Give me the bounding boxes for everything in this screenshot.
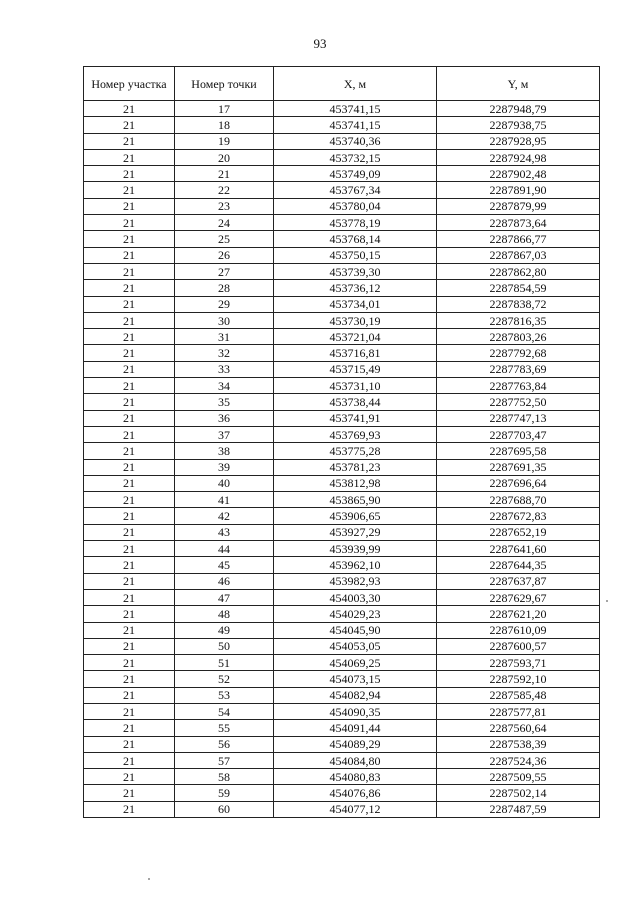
cell-point-number: 49 — [175, 622, 274, 638]
scan-speck — [148, 878, 150, 880]
table-row — [84, 655, 600, 671]
cell-plot-number: 21 — [84, 475, 175, 491]
cell-y-coordinate: 2287592,10 — [437, 671, 600, 687]
cell-x-coordinate: 453739,30 — [274, 263, 437, 279]
table-row — [84, 361, 600, 377]
table-row — [84, 541, 600, 557]
cell-y-coordinate: 2287902,48 — [437, 166, 600, 182]
cell-plot-number: 21 — [84, 443, 175, 459]
cell-x-coordinate: 453767,34 — [274, 182, 437, 198]
table-row — [84, 247, 600, 263]
cell-y-coordinate: 2287928,95 — [437, 133, 600, 149]
cell-y-coordinate: 2287873,64 — [437, 215, 600, 231]
cell-plot-number: 21 — [84, 149, 175, 165]
table-row — [84, 312, 600, 328]
cell-plot-number: 21 — [84, 182, 175, 198]
cell-plot-number: 21 — [84, 606, 175, 622]
table-row — [84, 101, 600, 117]
cell-x-coordinate: 453732,15 — [274, 149, 437, 165]
cell-x-coordinate: 453741,15 — [274, 101, 437, 117]
cell-plot-number: 21 — [84, 133, 175, 149]
cell-y-coordinate: 2287610,09 — [437, 622, 600, 638]
cell-plot-number: 21 — [84, 720, 175, 736]
cell-x-coordinate: 453731,10 — [274, 378, 437, 394]
cell-point-number: 37 — [175, 426, 274, 442]
cell-y-coordinate: 2287703,47 — [437, 426, 600, 442]
cell-point-number: 47 — [175, 589, 274, 605]
table-row — [84, 687, 600, 703]
cell-plot-number: 21 — [84, 329, 175, 345]
cell-y-coordinate: 2287696,64 — [437, 475, 600, 491]
cell-plot-number: 21 — [84, 166, 175, 182]
cell-x-coordinate: 454077,12 — [274, 801, 437, 817]
table-header-row — [84, 67, 600, 101]
header-point-number: Номер точки — [175, 67, 274, 101]
cell-x-coordinate: 453865,90 — [274, 492, 437, 508]
cell-x-coordinate: 453780,04 — [274, 198, 437, 214]
table-row — [84, 736, 600, 752]
cell-point-number: 35 — [175, 394, 274, 410]
cell-plot-number: 21 — [84, 280, 175, 296]
cell-y-coordinate: 2287644,35 — [437, 557, 600, 573]
cell-x-coordinate: 454073,15 — [274, 671, 437, 687]
cell-x-coordinate: 453778,19 — [274, 215, 437, 231]
table-row — [84, 394, 600, 410]
table-body — [84, 101, 600, 818]
table-row — [84, 769, 600, 785]
cell-plot-number: 21 — [84, 361, 175, 377]
cell-x-coordinate: 453738,44 — [274, 394, 437, 410]
cell-point-number: 27 — [175, 263, 274, 279]
page-number: 93 — [313, 36, 327, 51]
cell-y-coordinate: 2287891,90 — [437, 182, 600, 198]
cell-y-coordinate: 2287866,77 — [437, 231, 600, 247]
table-row — [84, 589, 600, 605]
cell-x-coordinate: 454080,83 — [274, 769, 437, 785]
cell-plot-number: 21 — [84, 459, 175, 475]
cell-x-coordinate: 453716,81 — [274, 345, 437, 361]
cell-point-number: 29 — [175, 296, 274, 312]
cell-point-number: 53 — [175, 687, 274, 703]
cell-point-number: 28 — [175, 280, 274, 296]
cell-plot-number: 21 — [84, 736, 175, 752]
table-row — [84, 231, 600, 247]
cell-point-number: 20 — [175, 149, 274, 165]
cell-point-number: 57 — [175, 752, 274, 768]
cell-y-coordinate: 2287487,59 — [437, 801, 600, 817]
cell-x-coordinate: 453769,93 — [274, 426, 437, 442]
cell-plot-number: 21 — [84, 622, 175, 638]
table-row — [84, 638, 600, 654]
cell-x-coordinate: 453775,28 — [274, 443, 437, 459]
cell-x-coordinate: 453906,65 — [274, 508, 437, 524]
cell-y-coordinate: 2287938,75 — [437, 117, 600, 133]
table-row — [84, 606, 600, 622]
cell-y-coordinate: 2287879,99 — [437, 198, 600, 214]
cell-y-coordinate: 2287524,36 — [437, 752, 600, 768]
table-row — [84, 426, 600, 442]
cell-y-coordinate: 2287629,67 — [437, 589, 600, 605]
cell-plot-number: 21 — [84, 785, 175, 801]
cell-y-coordinate: 2287752,50 — [437, 394, 600, 410]
cell-y-coordinate: 2287509,55 — [437, 769, 600, 785]
table-row — [84, 703, 600, 719]
cell-y-coordinate: 2287560,64 — [437, 720, 600, 736]
table-row — [84, 671, 600, 687]
cell-x-coordinate: 454089,29 — [274, 736, 437, 752]
cell-x-coordinate: 454082,94 — [274, 687, 437, 703]
table-row — [84, 378, 600, 394]
table-row — [84, 524, 600, 540]
cell-point-number: 42 — [175, 508, 274, 524]
cell-x-coordinate: 454003,30 — [274, 589, 437, 605]
cell-y-coordinate: 2287747,13 — [437, 410, 600, 426]
cell-y-coordinate: 2287538,39 — [437, 736, 600, 752]
cell-plot-number: 21 — [84, 492, 175, 508]
cell-point-number: 59 — [175, 785, 274, 801]
cell-x-coordinate: 453749,09 — [274, 166, 437, 182]
cell-point-number: 23 — [175, 198, 274, 214]
scan-speck — [606, 600, 608, 602]
table-row — [84, 296, 600, 312]
header-x-coordinate: X, м — [274, 67, 437, 101]
cell-x-coordinate: 454053,05 — [274, 638, 437, 654]
cell-y-coordinate: 2287816,35 — [437, 312, 600, 328]
cell-point-number: 32 — [175, 345, 274, 361]
cell-point-number: 50 — [175, 638, 274, 654]
cell-plot-number: 21 — [84, 589, 175, 605]
cell-point-number: 21 — [175, 166, 274, 182]
cell-plot-number: 21 — [84, 752, 175, 768]
table-row — [84, 166, 600, 182]
cell-plot-number: 21 — [84, 215, 175, 231]
cell-plot-number: 21 — [84, 769, 175, 785]
table-row — [84, 149, 600, 165]
table-row — [84, 622, 600, 638]
cell-point-number: 26 — [175, 247, 274, 263]
cell-y-coordinate: 2287867,03 — [437, 247, 600, 263]
table-row — [84, 752, 600, 768]
table-row — [84, 801, 600, 817]
cell-y-coordinate: 2287652,19 — [437, 524, 600, 540]
cell-x-coordinate: 454076,86 — [274, 785, 437, 801]
cell-point-number: 38 — [175, 443, 274, 459]
cell-x-coordinate: 453740,36 — [274, 133, 437, 149]
table-row — [84, 557, 600, 573]
cell-plot-number: 21 — [84, 426, 175, 442]
cell-x-coordinate: 454045,90 — [274, 622, 437, 638]
cell-y-coordinate: 2287637,87 — [437, 573, 600, 589]
cell-x-coordinate: 453962,10 — [274, 557, 437, 573]
cell-point-number: 43 — [175, 524, 274, 540]
cell-point-number: 33 — [175, 361, 274, 377]
cell-point-number: 48 — [175, 606, 274, 622]
cell-plot-number: 21 — [84, 687, 175, 703]
cell-plot-number: 21 — [84, 508, 175, 524]
cell-plot-number: 21 — [84, 524, 175, 540]
table-row — [84, 345, 600, 361]
cell-y-coordinate: 2287621,20 — [437, 606, 600, 622]
cell-point-number: 30 — [175, 312, 274, 328]
table-row — [84, 785, 600, 801]
cell-point-number: 44 — [175, 541, 274, 557]
cell-point-number: 24 — [175, 215, 274, 231]
cell-point-number: 40 — [175, 475, 274, 491]
cell-y-coordinate: 2287577,81 — [437, 703, 600, 719]
cell-x-coordinate: 454091,44 — [274, 720, 437, 736]
cell-point-number: 46 — [175, 573, 274, 589]
table-row — [84, 720, 600, 736]
cell-point-number: 39 — [175, 459, 274, 475]
cell-y-coordinate: 2287783,69 — [437, 361, 600, 377]
table-row — [84, 117, 600, 133]
cell-point-number: 41 — [175, 492, 274, 508]
table-row — [84, 182, 600, 198]
cell-plot-number: 21 — [84, 101, 175, 117]
cell-point-number: 52 — [175, 671, 274, 687]
cell-point-number: 31 — [175, 329, 274, 345]
table-row — [84, 508, 600, 524]
cell-plot-number: 21 — [84, 247, 175, 263]
cell-y-coordinate: 2287600,57 — [437, 638, 600, 654]
cell-y-coordinate: 2287792,68 — [437, 345, 600, 361]
cell-point-number: 25 — [175, 231, 274, 247]
cell-plot-number: 21 — [84, 703, 175, 719]
cell-x-coordinate: 453812,98 — [274, 475, 437, 491]
cell-x-coordinate: 453781,23 — [274, 459, 437, 475]
table-row — [84, 459, 600, 475]
cell-x-coordinate: 453939,99 — [274, 541, 437, 557]
cell-point-number: 58 — [175, 769, 274, 785]
cell-x-coordinate: 453741,91 — [274, 410, 437, 426]
cell-plot-number: 21 — [84, 312, 175, 328]
cell-plot-number: 21 — [84, 345, 175, 361]
cell-plot-number: 21 — [84, 638, 175, 654]
table-row — [84, 492, 600, 508]
cell-y-coordinate: 2287593,71 — [437, 655, 600, 671]
header-plot-number: Номер участка — [84, 67, 175, 101]
cell-point-number: 17 — [175, 101, 274, 117]
table-row — [84, 263, 600, 279]
cell-y-coordinate: 2287924,98 — [437, 149, 600, 165]
table-row — [84, 133, 600, 149]
cell-point-number: 54 — [175, 703, 274, 719]
cell-point-number: 34 — [175, 378, 274, 394]
table-row — [84, 329, 600, 345]
cell-x-coordinate: 453927,29 — [274, 524, 437, 540]
cell-x-coordinate: 453734,01 — [274, 296, 437, 312]
cell-plot-number: 21 — [84, 410, 175, 426]
cell-x-coordinate: 453721,04 — [274, 329, 437, 345]
table-row — [84, 410, 600, 426]
cell-y-coordinate: 2287585,48 — [437, 687, 600, 703]
cell-point-number: 51 — [175, 655, 274, 671]
cell-x-coordinate: 454069,25 — [274, 655, 437, 671]
cell-plot-number: 21 — [84, 198, 175, 214]
coordinates-table — [83, 66, 600, 818]
cell-x-coordinate: 453736,12 — [274, 280, 437, 296]
cell-y-coordinate: 2287948,79 — [437, 101, 600, 117]
table-row — [84, 198, 600, 214]
cell-plot-number: 21 — [84, 117, 175, 133]
cell-x-coordinate: 454090,35 — [274, 703, 437, 719]
cell-x-coordinate: 453715,49 — [274, 361, 437, 377]
cell-point-number: 45 — [175, 557, 274, 573]
cell-plot-number: 21 — [84, 557, 175, 573]
header-y-coordinate: Y, м — [437, 67, 600, 101]
cell-x-coordinate: 453741,15 — [274, 117, 437, 133]
cell-y-coordinate: 2287641,60 — [437, 541, 600, 557]
cell-plot-number: 21 — [84, 655, 175, 671]
cell-plot-number: 21 — [84, 573, 175, 589]
cell-y-coordinate: 2287854,59 — [437, 280, 600, 296]
cell-point-number: 19 — [175, 133, 274, 149]
cell-y-coordinate: 2287838,72 — [437, 296, 600, 312]
table-row — [84, 573, 600, 589]
cell-point-number: 55 — [175, 720, 274, 736]
cell-y-coordinate: 2287763,84 — [437, 378, 600, 394]
cell-point-number: 36 — [175, 410, 274, 426]
cell-plot-number: 21 — [84, 671, 175, 687]
cell-point-number: 60 — [175, 801, 274, 817]
cell-plot-number: 21 — [84, 296, 175, 312]
cell-plot-number: 21 — [84, 801, 175, 817]
cell-x-coordinate: 453730,19 — [274, 312, 437, 328]
cell-plot-number: 21 — [84, 231, 175, 247]
cell-plot-number: 21 — [84, 263, 175, 279]
table-row — [84, 280, 600, 296]
cell-y-coordinate: 2287688,70 — [437, 492, 600, 508]
cell-x-coordinate: 453768,14 — [274, 231, 437, 247]
cell-y-coordinate: 2287862,80 — [437, 263, 600, 279]
table-row — [84, 475, 600, 491]
cell-y-coordinate: 2287695,58 — [437, 443, 600, 459]
cell-y-coordinate: 2287502,14 — [437, 785, 600, 801]
cell-x-coordinate: 454029,23 — [274, 606, 437, 622]
cell-plot-number: 21 — [84, 378, 175, 394]
cell-plot-number: 21 — [84, 394, 175, 410]
cell-point-number: 56 — [175, 736, 274, 752]
cell-x-coordinate: 454084,80 — [274, 752, 437, 768]
cell-point-number: 22 — [175, 182, 274, 198]
cell-x-coordinate: 453982,93 — [274, 573, 437, 589]
cell-y-coordinate: 2287691,35 — [437, 459, 600, 475]
table-row — [84, 215, 600, 231]
cell-plot-number: 21 — [84, 541, 175, 557]
cell-x-coordinate: 453750,15 — [274, 247, 437, 263]
cell-y-coordinate: 2287672,83 — [437, 508, 600, 524]
cell-y-coordinate: 2287803,26 — [437, 329, 600, 345]
cell-point-number: 18 — [175, 117, 274, 133]
table-row — [84, 443, 600, 459]
